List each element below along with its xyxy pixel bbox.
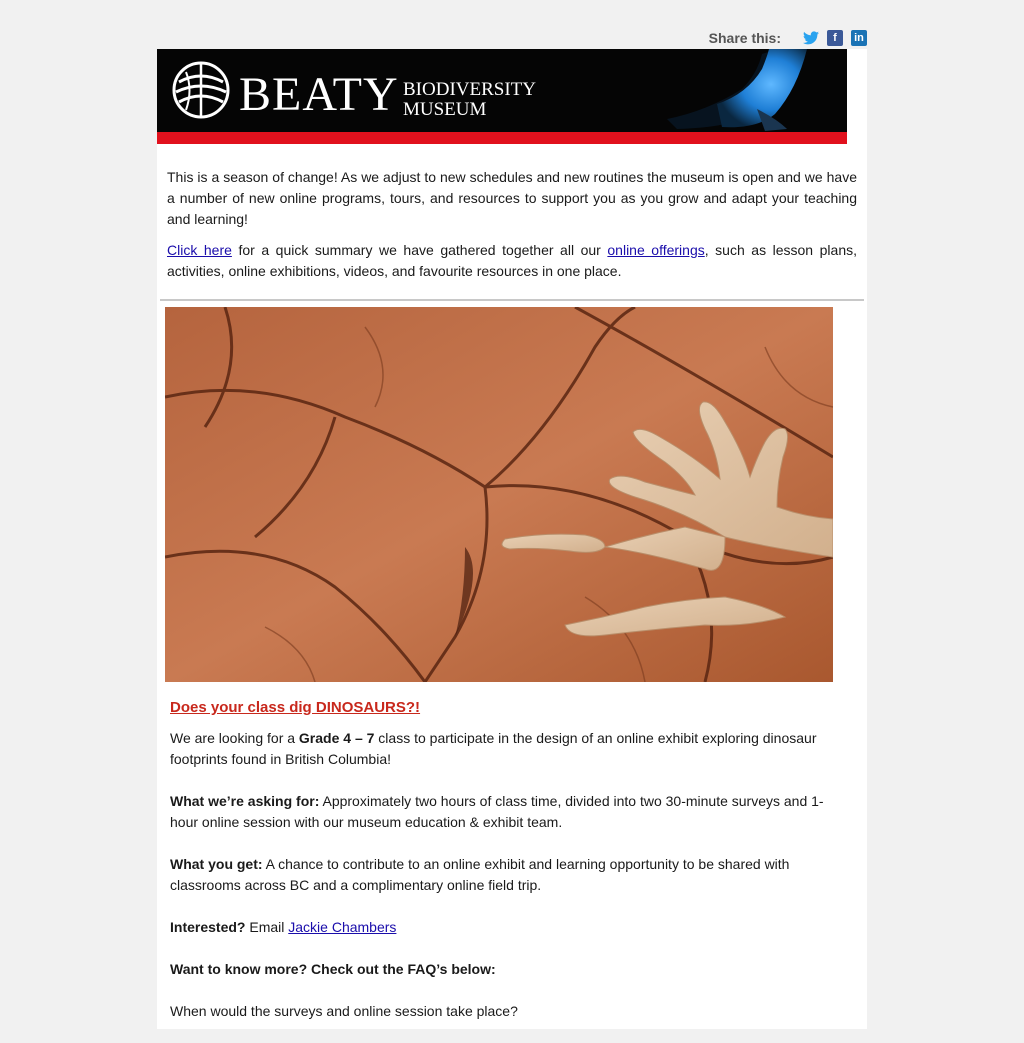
dinosaur-footprint-photo	[165, 307, 833, 682]
share-label: Share this:	[708, 30, 781, 46]
intro-text-span-2: , such as lesson plans, activities, online exhibitions, videos, and favourite resources in one place.	[167, 242, 857, 279]
faq-heading-text: Want to know more? Check out the FAQ’s below:	[170, 961, 496, 977]
share-bar	[157, 26, 867, 50]
brand-sub	[403, 80, 536, 120]
asking-label: What we’re asking for:	[170, 793, 320, 809]
p1-text-a: We are looking for a	[170, 730, 299, 746]
contact-link[interactable]: Jackie Chambers	[288, 919, 397, 935]
click-here-link[interactable]: Click here	[167, 242, 232, 258]
intro-paragraph-2	[167, 240, 857, 282]
brand-sub-line2: MUSEUM	[403, 99, 487, 120]
brand-main: BEATY	[239, 68, 399, 121]
faq-question-1: When would the surveys and online session take place?	[170, 1003, 518, 1019]
get-paragraph	[170, 854, 850, 896]
banner-accent-line	[157, 132, 847, 144]
twitter-icon[interactable]	[803, 30, 819, 46]
intro-text	[167, 167, 857, 292]
get-label: What you get:	[170, 856, 263, 872]
facebook-icon[interactable]: f	[827, 30, 843, 46]
faq-heading	[170, 959, 850, 980]
interested-text: Email	[245, 919, 289, 935]
article-paragraph-1	[170, 728, 850, 770]
article-headline[interactable]: Does your class dig DINOSAURS?!	[170, 699, 421, 716]
intro-text-span: for a quick summary we have gathered together all our	[231, 242, 608, 258]
online-offerings-link[interactable]: online offerings	[607, 242, 705, 258]
grade-range: Grade 4 – 7	[298, 730, 375, 746]
email-container	[157, 49, 867, 1029]
museum-logo-icon	[171, 60, 231, 120]
interested-label: Interested?	[170, 919, 246, 935]
section-divider	[160, 299, 864, 301]
interested-paragraph	[170, 917, 850, 938]
p1-text-b: class to participate in the design of an online exhibit exploring dinosaur footprints found in British Columbia!	[170, 730, 817, 767]
brand-sub-line1: BIODIVERSITY	[403, 79, 536, 100]
butterfly-image	[647, 49, 847, 132]
intro-paragraph-1: This is a season of change! As we adjust to new schedules and new routines the museum is open and we have a number of new online programs, tours, and resources to support you as you grow and adapt your teaching and learning!	[167, 169, 857, 227]
asking-text: Approximately two hours of class time, divided into two 30-minute surveys and 1-hour online session with our museum education & exhibit team.	[170, 793, 824, 830]
get-text: A chance to contribute to an online exhibit and learning opportunity to be shared with classrooms across BC and a complimentary online field trip.	[170, 856, 790, 893]
article-body	[170, 697, 850, 1043]
linkedin-icon[interactable]: in	[851, 30, 867, 46]
asking-paragraph	[170, 791, 850, 833]
header-banner	[157, 49, 847, 144]
